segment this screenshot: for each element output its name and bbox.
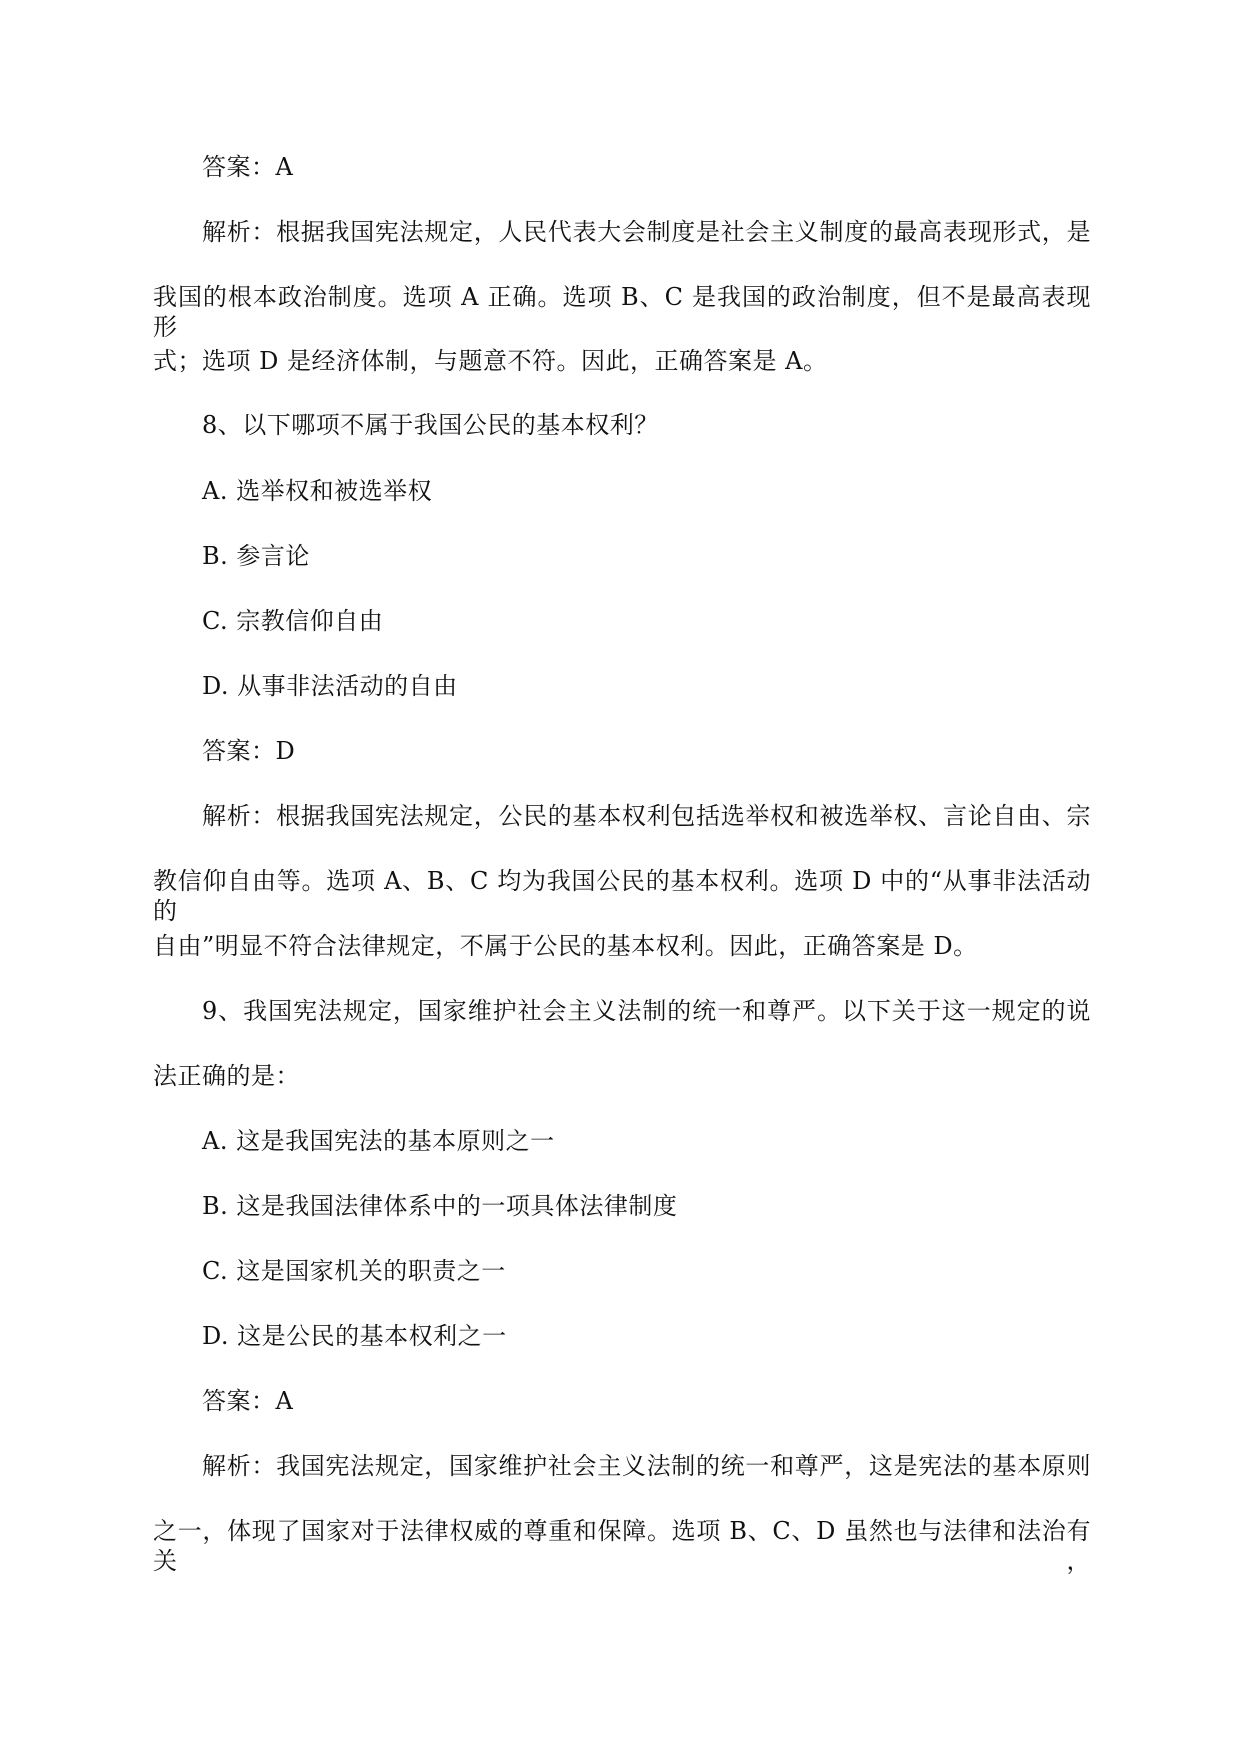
q7-answer: 答案：A xyxy=(202,153,294,181)
q9-option-b: B. 这是我国法律体系中的一项具体法律制度 xyxy=(202,1192,678,1220)
q9-question-line-1: 9、我国宪法规定，国家维护社会主义法制的统一和尊严。以下关于这一规定的说 xyxy=(202,997,1091,1025)
q9-analysis-line-2: 之一，体现了国家对于法律权威的尊重和保障。选项 B、C、D 虽然也与法律和法治有关， xyxy=(153,1517,1091,1575)
q8-option-d: D. 从事非法活动的自由 xyxy=(202,672,458,700)
q9-question-line-2: 法正确的是： xyxy=(153,1062,300,1090)
q7-analysis-line-1: 解析：根据我国宪法规定，人民代表大会制度是社会主义制度的最高表现形式，是 xyxy=(202,218,1091,246)
q8-analysis-line-2: 教信仰自由等。选项 A、B、C 均为我国公民的基本权利。选项 D 中的“从事非法活动的 xyxy=(153,867,1091,925)
q8-option-a: A. 选举权和被选举权 xyxy=(202,477,433,505)
q7-analysis-line-2: 我国的根本政治制度。选项 A 正确。选项 B、C 是我国的政治制度，但不是最高表现形 xyxy=(153,283,1091,341)
q8-analysis-line-3: 自由”明显不符合法律规定，不属于公民的基本权利。因此，正确答案是 D。 xyxy=(153,932,978,960)
q9-option-c: C. 这是国家机关的职责之一 xyxy=(202,1257,506,1285)
q8-answer: 答案：D xyxy=(202,737,296,765)
q8-question: 8、以下哪项不属于我国公民的基本权利？ xyxy=(202,411,659,439)
q8-option-c: C. 宗教信仰自由 xyxy=(202,607,384,635)
q8-option-b: B. 参言论 xyxy=(202,542,310,570)
q9-option-d: D. 这是公民的基本权利之一 xyxy=(202,1322,507,1350)
q9-answer: 答案：A xyxy=(202,1387,294,1415)
q9-option-a: A. 这是我国宪法的基本原则之一 xyxy=(202,1127,555,1155)
q9-analysis-line-1: 解析：我国宪法规定，国家维护社会主义法制的统一和尊严，这是宪法的基本原则 xyxy=(202,1452,1091,1480)
q7-analysis-line-3: 式；选项 D 是经济体制，与题意不符。因此，正确答案是 A。 xyxy=(153,347,828,375)
q8-analysis-line-1: 解析：根据我国宪法规定，公民的基本权利包括选举权和被选举权、言论自由、宗 xyxy=(202,802,1091,830)
